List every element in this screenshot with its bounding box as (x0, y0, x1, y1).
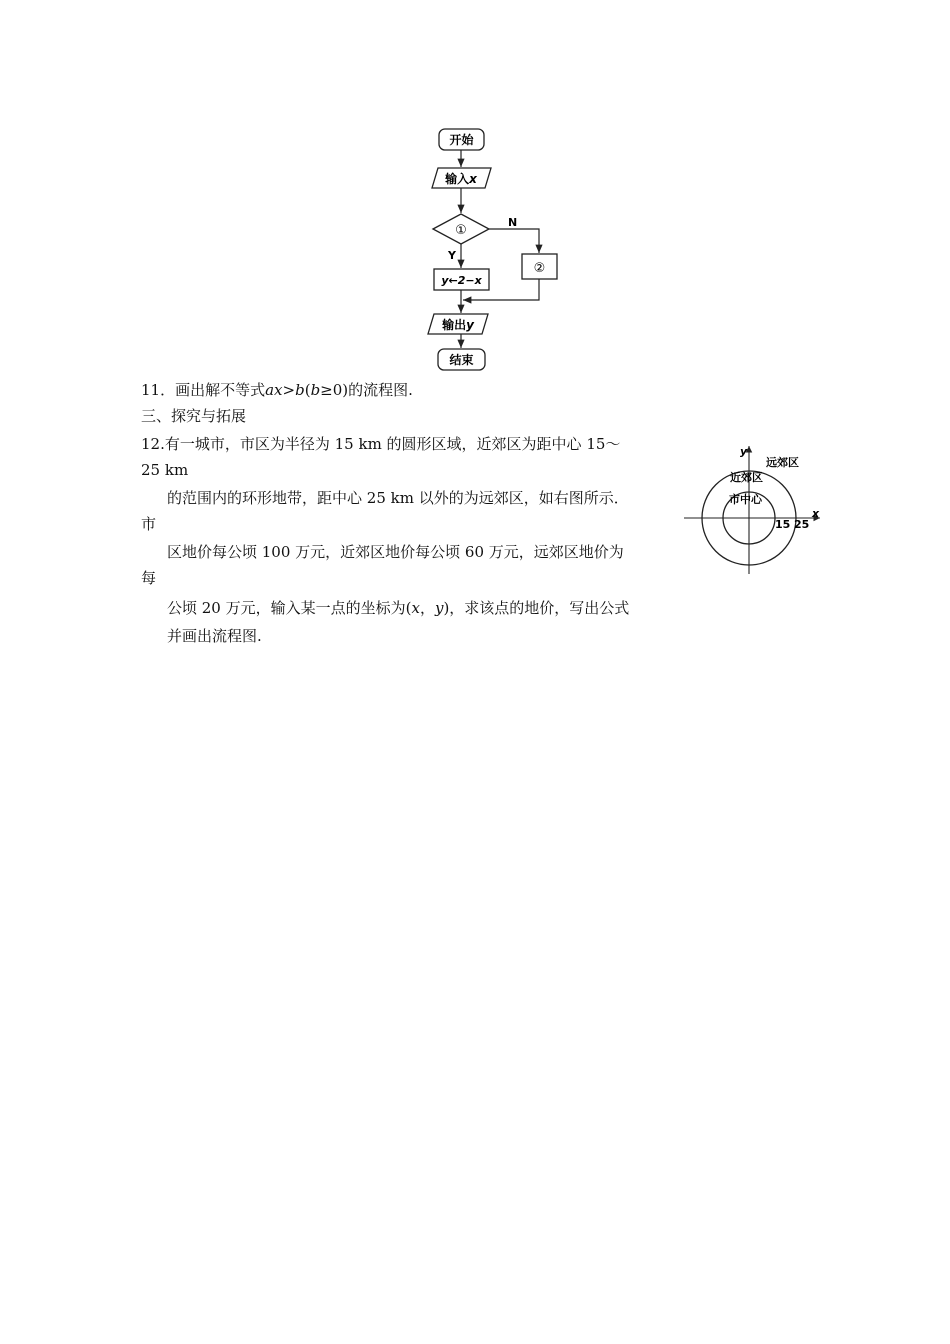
process-no-label: ② (533, 261, 546, 276)
input-label: 输入x (445, 172, 477, 186)
problem-12-line-1: 12.有一城市，市区为半径为 15 km 的圆形区域，近郊区为距中心 15～ (141, 435, 621, 453)
city-center-label: 市中心 (729, 493, 762, 506)
region-figure (680, 438, 850, 588)
problem-12-line-6: 每 (141, 569, 157, 587)
section-3-title: 三、探究与拓展 (141, 407, 247, 425)
start-label: 开始 (449, 133, 474, 147)
problem-12-line-5: 区地价每公顷 100 万元，近郊区地价每公顷 60 万元，远郊区地价为 (167, 543, 624, 561)
no-label: N (508, 216, 518, 229)
problem-11: 11．画出解不等式ax>b(b≥0)的流程图. (141, 381, 413, 399)
decision-label: ① (455, 223, 467, 238)
yes-label: Y (448, 249, 456, 262)
problem-12-line-7: 公顷 20 万元，输入某一点的坐标为(x，y)，求该点的地价，写出公式 (167, 599, 630, 617)
end-label: 结束 (449, 353, 474, 367)
x-axis-label: x (812, 507, 820, 520)
flowchart (0, 0, 950, 380)
output-label: 输出y (442, 318, 474, 332)
problem-12-line-2: 25 km (141, 461, 189, 479)
far-suburb-label: 远郊区 (766, 456, 799, 469)
y-axis-label: y (740, 445, 748, 458)
near-suburb-label: 近郊区 (730, 471, 763, 484)
problem-12-line-4: 市 (141, 515, 157, 533)
arrow-no-branch (489, 229, 539, 253)
tick-25-label: 25 (794, 518, 810, 531)
problem-12-line-3: 的范围内的环形地带，距中心 25 km 以外的为远郊区，如右图所示． (167, 489, 629, 507)
problem-12-line-8: 并画出流程图. (167, 627, 262, 645)
process-yes-label: y←2−x (441, 274, 482, 287)
tick-15-label: 15 (775, 518, 791, 531)
